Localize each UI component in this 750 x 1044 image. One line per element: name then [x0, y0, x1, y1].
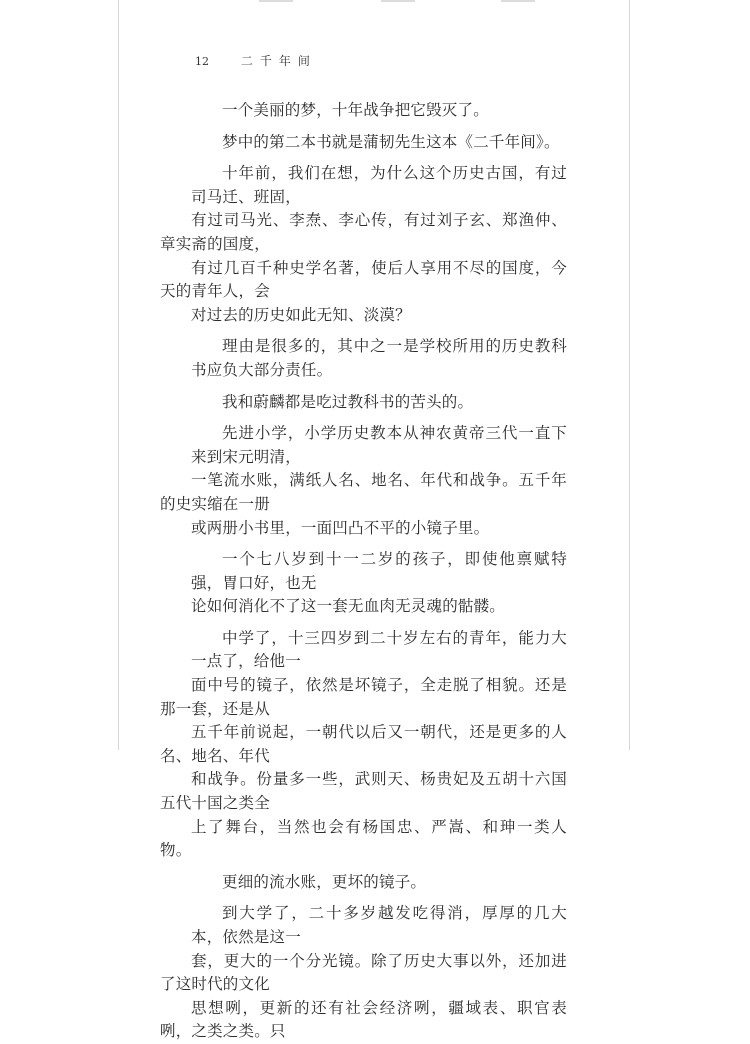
paragraph: [191, 391, 567, 415]
text-line: 一个七八岁到十一二岁的孩子，即使他禀赋特强，胃口好，也无: [191, 550, 567, 592]
text-line: 面中号的镜子，依然是坏镜子，全走脱了相貌。还是那一套，还是从: [160, 676, 567, 718]
text-line: 和战争。份量多一些，武则天、杨贵妃及五胡十六国五代十国之类全: [160, 770, 567, 813]
text-line: 梦中的第二本书就是蒲韧先生这本《二千年间》。: [222, 132, 560, 151]
text-line: 中学了，十三四岁到二十岁左右的青年，能力大一点了，给他一: [191, 628, 567, 671]
paragraph: [160, 627, 567, 863]
text-line: 我和蔚麟都是吃过教科书的苦头的。: [222, 392, 474, 411]
text-line: 有过司马光、李焘、李心传，有过刘子玄、郑渔仲、章实斋的国度，: [160, 211, 567, 253]
running-title: 二千年间: [240, 54, 317, 68]
paragraph: [191, 871, 567, 895]
page-top-edge: [119, 0, 629, 4]
text-line: 一个美丽的梦，十年战争把它毁灭了。: [222, 101, 489, 119]
text-line: 到大学了，二十多岁越发吃得消，厚厚的几大本，依然是这一: [191, 904, 567, 946]
paragraph: [160, 162, 567, 327]
page-header: [195, 52, 317, 69]
paragraph: [191, 335, 567, 382]
text-line: 思想咧，更新的还有社会经济咧，疆域表、职官表咧，之类之类。只: [160, 998, 567, 1041]
page-number: 12: [195, 55, 209, 68]
paragraph: [160, 422, 567, 540]
text-line: 套，更大的一个分光镜。除了历史大事以外，还加进了这时代的文化: [160, 951, 567, 994]
body-text: [160, 99, 567, 1044]
text-line: 先进小学，小学历史教本从神农黄帝三代一直下来到宋元明清，: [191, 424, 567, 466]
book-page: [118, 0, 630, 1041]
paragraph: [191, 99, 567, 123]
text-line: 有过几百千种史学名著，使后人享用不尽的国度，今天的青年人，会: [160, 258, 567, 301]
paragraph: [160, 902, 567, 1044]
text-line: 十年前，我们在想，为什么这个历史古国，有过司马迁、班固，: [191, 164, 567, 206]
paragraph: [191, 548, 567, 619]
text-line: 理由是很多的，其中之一是学校所用的历史教科书应负大部分责任。: [191, 337, 567, 379]
text-line: 或两册小书里，一面凹凸不平的小镜子里。: [191, 518, 490, 537]
text-line: 论如何消化不了这一套无血肉无灵魂的骷髅。: [191, 597, 506, 616]
text-line: 一笔流水账，满纸人名、地名、年代和战争。五千年的史实缩在一册: [160, 471, 567, 513]
text-line: 上了舞台，当然也会有杨国忠、严嵩、和珅一类人物。: [160, 817, 567, 860]
paragraph: [191, 131, 567, 155]
text-line: 五千年前说起，一朝代以后又一朝代，还是更多的人名、地名、年代: [160, 723, 567, 765]
text-line: 更细的流水账，更坏的镜子。: [222, 872, 427, 891]
text-line: 对过去的历史如此无知、淡漠？: [191, 305, 411, 324]
